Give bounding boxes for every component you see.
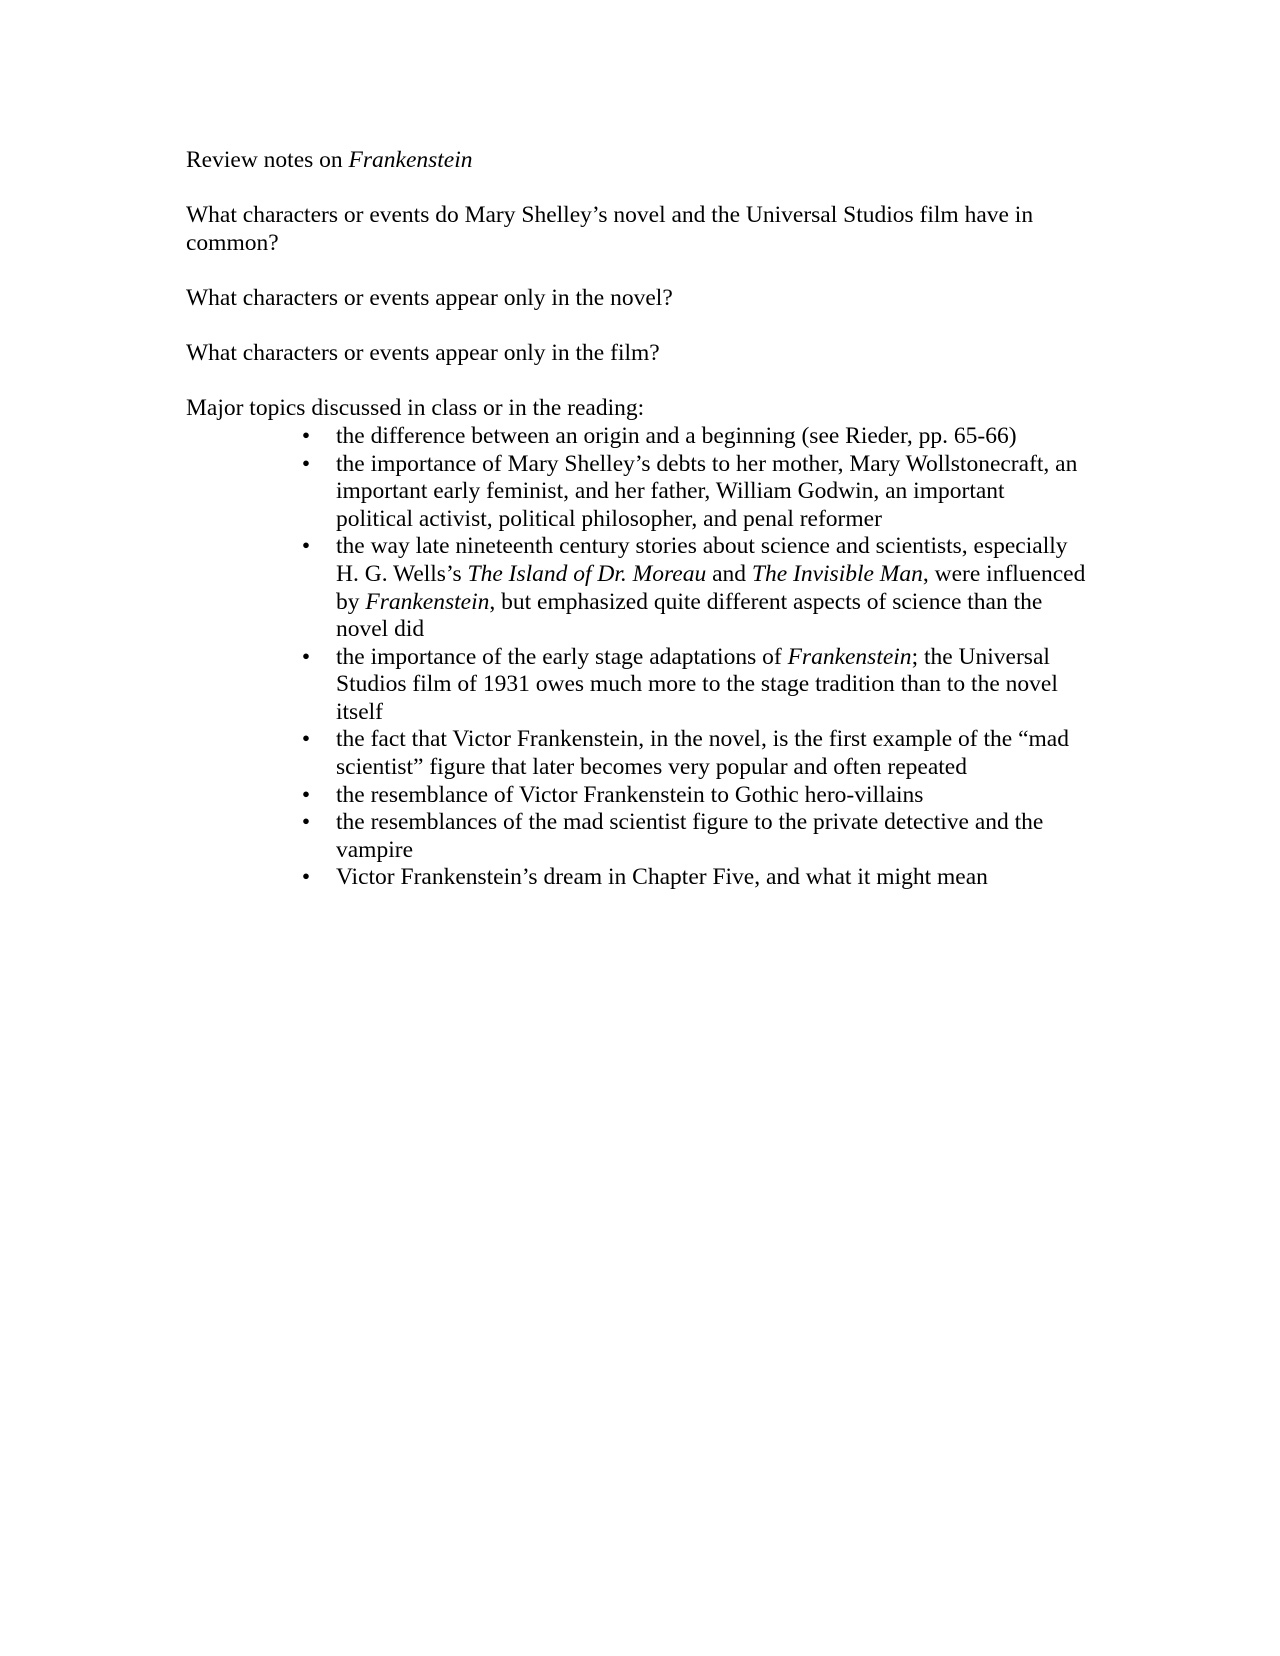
bullet-icon: •	[301, 781, 311, 808]
bullet-icon: •	[301, 726, 311, 753]
topics-heading: Major topics discussed in class or in the reading:	[186, 395, 645, 422]
question-3: What characters or events appear only in the film?	[186, 340, 660, 367]
topic-text: Victor Frankenstein’s dream in Chapter Five, and what it might mean	[336, 864, 988, 891]
bullet-icon: •	[301, 450, 311, 477]
topic-text: , but emphasized quite different aspects of science than the novel did	[336, 588, 1043, 643]
topic-item	[301, 533, 1086, 643]
topic-text: the fact that Victor Frankenstein, in the novel, is the first example of the “mad scientist” figure that later becomes very popular and often repeated	[336, 726, 1069, 781]
topic-text: , were influenced by	[336, 560, 1086, 615]
topic-item	[301, 643, 1086, 727]
title-prefix: Review notes on	[186, 147, 349, 173]
topic-text: ; the Universal Studios film of 1931 owes much more to the stage tradition than to the novel itself	[336, 643, 1058, 725]
bullet-icon: •	[301, 422, 311, 449]
topic-italic-title: Frankenstein	[365, 588, 490, 615]
topic-item	[301, 781, 1086, 810]
topic-item	[301, 422, 1086, 451]
topic-item	[301, 726, 1086, 781]
topic-text: the resemblance of Victor Frankenstein to Gothic hero-villains	[336, 781, 924, 808]
topic-item	[301, 450, 1086, 534]
topic-text: the importance of Mary Shelley’s debts to her mother, Mary Wollstonecraft, an important early feminist, and her father, William Godwin, an important political activist, political philosopher, and penal reformer	[336, 450, 1078, 532]
topics-list	[186, 423, 1086, 892]
topic-text: the difference between an origin and a beginning (see Rieder, pp. 65-66)	[336, 422, 1017, 449]
document-title	[186, 147, 1086, 175]
question-1: What characters or events do Mary Shelley’s novel and the Universal Studios film have in common?	[186, 202, 1034, 256]
question-2: What characters or events appear only in the novel?	[186, 284, 673, 311]
document-page	[186, 147, 1086, 892]
topic-text: and	[706, 560, 752, 587]
bullet-icon: •	[301, 864, 311, 891]
bullet-icon: •	[301, 809, 311, 836]
topic-item	[301, 809, 1086, 864]
topic-text: the resemblances of the mad scientist figure to the private detective and the vampire	[336, 809, 1044, 863]
title-book: Frankenstein	[348, 147, 473, 173]
topic-text: the way late nineteenth century stories about science and scientists, especially H. G. Wells’s	[336, 533, 1068, 587]
topic-italic-title: The Invisible Man	[751, 560, 923, 587]
bullet-icon: •	[301, 643, 311, 670]
topic-italic-title: The Island of Dr. Moreau	[467, 560, 707, 587]
topic-text: the importance of the early stage adaptations of	[336, 643, 788, 670]
topic-italic-title: Frankenstein	[787, 643, 912, 670]
bullet-icon: •	[301, 533, 311, 560]
topic-item	[301, 864, 1086, 892]
